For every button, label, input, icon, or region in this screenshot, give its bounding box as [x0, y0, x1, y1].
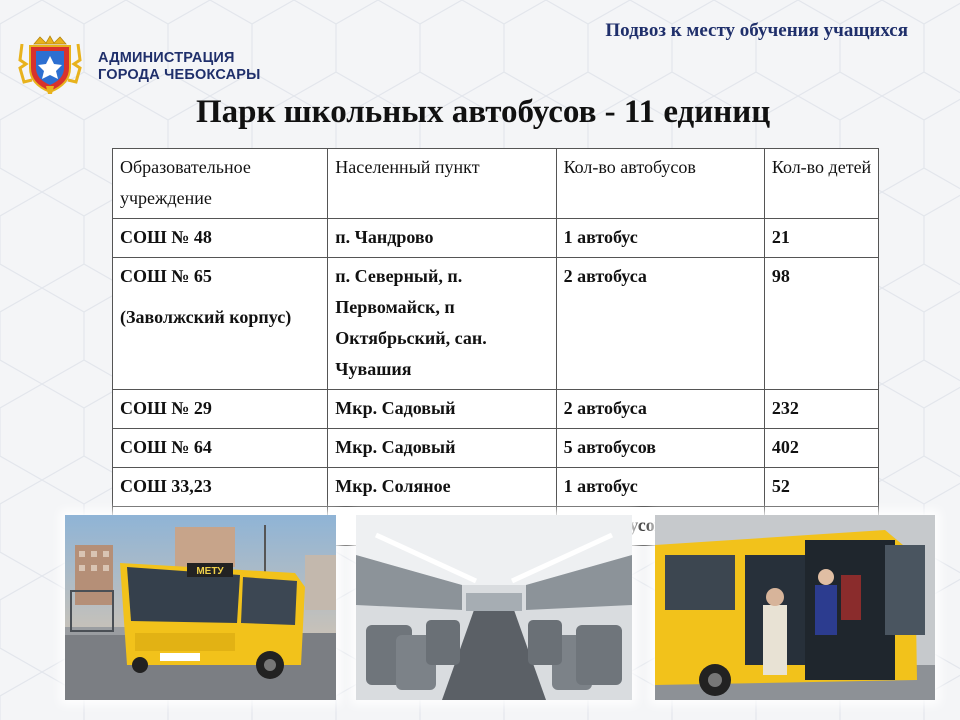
- coat-of-arms-logo: [16, 34, 84, 96]
- cell-school: СОШ № 64: [113, 429, 328, 468]
- cell-locality: Мкр. Садовый: [328, 390, 556, 429]
- cell-locality: Мкр. Садовый: [328, 429, 556, 468]
- bus-destination-sign: МЕТУ: [196, 566, 224, 577]
- cell-children: 52: [764, 468, 878, 507]
- cell-school: [113, 258, 328, 390]
- table-row: [113, 390, 879, 429]
- header-title: Подвоз к месту обучения учащихся: [605, 20, 908, 41]
- photo-bus-exterior: [65, 515, 336, 700]
- cell-buses: 2 автобуса: [556, 258, 764, 390]
- table-row: [113, 258, 879, 390]
- cell-school: СОШ № 48: [113, 219, 328, 258]
- cell-children: 232: [764, 390, 878, 429]
- header-buses: Кол-во автобусов: [556, 149, 764, 219]
- cell-children: 21: [764, 219, 878, 258]
- cell-locality: п. Чандрово: [328, 219, 556, 258]
- header-children: Кол-во детей: [764, 149, 878, 219]
- cell-children: 98: [764, 258, 878, 390]
- cell-buses: 1 автобус: [556, 219, 764, 258]
- photo-bus-interior: [356, 515, 632, 700]
- organization-name: [98, 50, 261, 84]
- cell-buses: 5 автобусов: [556, 429, 764, 468]
- cell-school: СОШ 33,23: [113, 468, 328, 507]
- cell-school: СОШ № 29: [113, 390, 328, 429]
- photo-children-boarding: [655, 515, 935, 700]
- slide-title: Парк школьных автобусов - 11 единиц: [196, 94, 771, 130]
- table-row: [113, 219, 879, 258]
- header-school: Образовательное учреждение: [113, 149, 328, 219]
- cell-locality: Мкр. Соляное: [328, 468, 556, 507]
- org-name-line1: АДМИНИСТРАЦИЯ: [98, 50, 235, 66]
- cell-buses: 2 автобуса: [556, 390, 764, 429]
- cell-children: 402: [764, 429, 878, 468]
- cell-buses: 1 автобус: [556, 468, 764, 507]
- cell-school-name: СОШ № 65: [120, 266, 212, 286]
- bus-fleet-table: [112, 148, 879, 546]
- table-row: [113, 429, 879, 468]
- table-header-row: [113, 149, 879, 219]
- cell-school-sub: (Заволжский корпус): [120, 307, 292, 327]
- table-row: [113, 468, 879, 507]
- org-name-line2: ГОРОДА ЧЕБОКСАРЫ: [98, 67, 261, 83]
- header-locality: Населенный пункт: [328, 149, 556, 219]
- cell-locality: п. Северный, п. Первомайск, п Октябрьский, сан. Чувашия: [328, 258, 556, 390]
